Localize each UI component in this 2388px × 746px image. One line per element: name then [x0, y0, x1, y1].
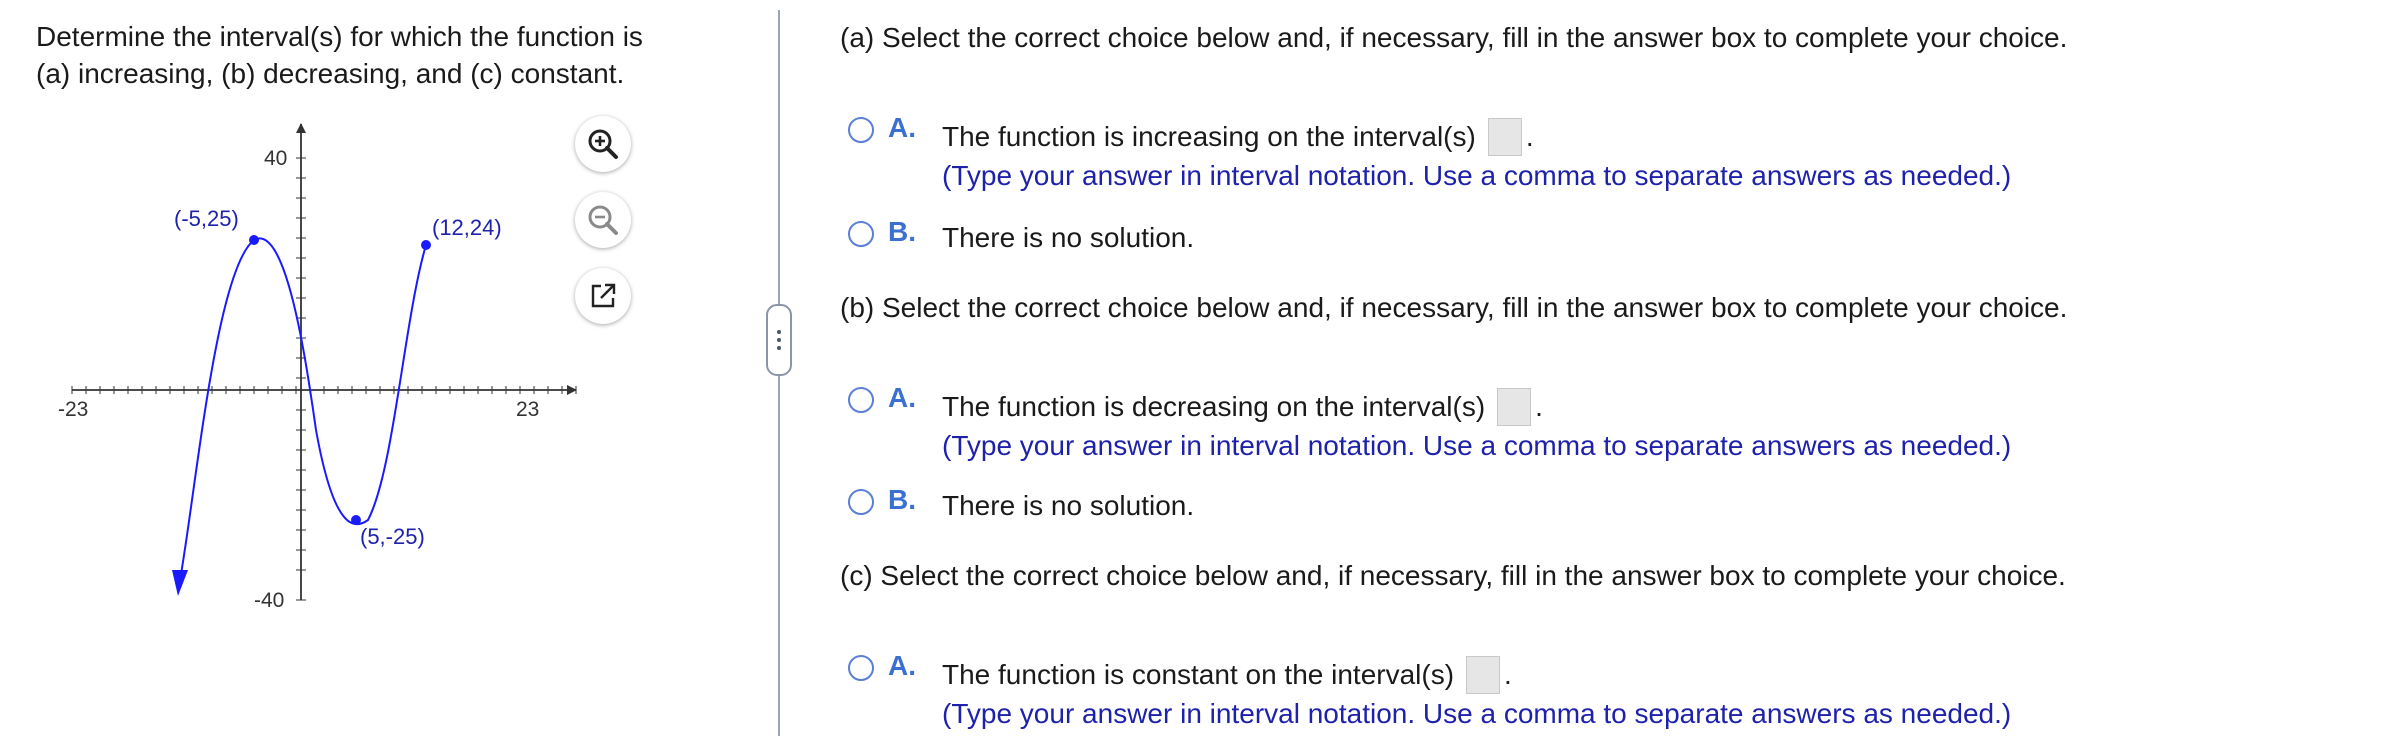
part-a-choice-a[interactable] [840, 112, 2340, 152]
zoom-out-button[interactable] [575, 192, 631, 248]
point-label-end-right: (12,24) [432, 215, 502, 240]
part-c-choice-a-text: The function is constant on the interval(s) [942, 659, 1455, 690]
x-max-label: 23 [516, 398, 540, 421]
handle-dot [777, 330, 781, 334]
part-c-period: . [1504, 659, 1512, 690]
question-line-1: Determine the interval(s) for which the function is [36, 21, 643, 52]
external-link-icon [588, 281, 618, 311]
part-c-answer-box[interactable] [1466, 656, 1500, 694]
handle-dot [777, 346, 781, 350]
function-graph [54, 110, 594, 610]
part-b-period: . [1535, 391, 1543, 422]
point-max-left [249, 235, 259, 245]
popout-button[interactable] [575, 268, 631, 324]
part-b-answer-box[interactable] [1497, 388, 1531, 426]
part-a-choice-a-text: The function is increasing on the interval(s) [942, 121, 1476, 152]
part-a-choice-a-letter: A. [888, 112, 916, 143]
part-b-choice-a-letter: A. [888, 382, 916, 413]
part-c-choice-a-text-row [942, 656, 1512, 694]
curve-arrow-head [172, 570, 188, 596]
part-a-hint: (Type your answer in interval notation. Use a comma to separate answers as needed.) [942, 160, 2012, 191]
zoom-in-icon [586, 127, 620, 161]
question-panel [0, 0, 776, 746]
question-line-2: (a) increasing, (b) decreasing, and (c) constant. [36, 58, 625, 89]
part-c-choice-a[interactable] [840, 650, 2340, 690]
part-c-prompt: (c) Select the correct choice below and, if necessary, fill in the answer box to complete your choice. [840, 560, 2066, 591]
zoom-in-button[interactable] [575, 116, 631, 172]
point-label-min: (5,-25) [360, 524, 425, 549]
part-c-choice-a-radio[interactable] [848, 655, 874, 681]
part-b-choice-b-text: There is no solution. [942, 490, 1195, 521]
part-a-period: . [1525, 121, 1534, 152]
part-b-choice-a-radio[interactable] [848, 387, 874, 413]
part-b-choice-a[interactable] [840, 382, 2340, 422]
part-a-choice-a-text-row [942, 118, 1534, 156]
handle-dot [777, 338, 781, 342]
y-max-label: 40 [264, 147, 288, 170]
panel-resize-handle[interactable] [766, 304, 792, 376]
x-min-label: -23 [58, 398, 89, 421]
zoom-out-icon [586, 203, 620, 237]
part-a-choice-b-radio[interactable] [848, 221, 874, 247]
graph-svg [54, 110, 594, 610]
part-c-choice-a-letter: A. [888, 650, 916, 681]
answer-panel [840, 0, 2360, 746]
y-min-label: -40 [254, 589, 285, 612]
part-a-choice-b-text: There is no solution. [942, 222, 1195, 253]
point-label-max-left: (-5,25) [174, 206, 239, 231]
part-a-choice-b-letter: B. [888, 216, 916, 247]
part-a-prompt: (a) Select the correct choice below and, if necessary, fill in the answer box to complete your choice. [840, 22, 2068, 53]
part-a-choice-a-radio[interactable] [848, 117, 874, 143]
part-b-hint: (Type your answer in interval notation. Use a comma to separate answers as needed.) [942, 430, 2012, 461]
question-text [36, 18, 736, 92]
part-a-choice-b[interactable] [840, 216, 2340, 256]
part-b-choice-b-radio[interactable] [848, 489, 874, 515]
part-b-choice-a-text: The function is decreasing on the interval(s) [942, 391, 1486, 422]
part-c-hint: (Type your answer in interval notation. Use a comma to separate answers as needed.) [942, 698, 2012, 729]
part-b-choice-a-text-row [942, 388, 1543, 426]
part-b-choice-b-letter: B. [888, 484, 916, 515]
point-end-right [421, 240, 431, 250]
part-a-answer-box[interactable] [1488, 118, 1522, 156]
part-b-prompt: (b) Select the correct choice below and, if necessary, fill in the answer box to complete your choice. [840, 292, 2068, 323]
part-b-choice-b[interactable] [840, 484, 2340, 524]
